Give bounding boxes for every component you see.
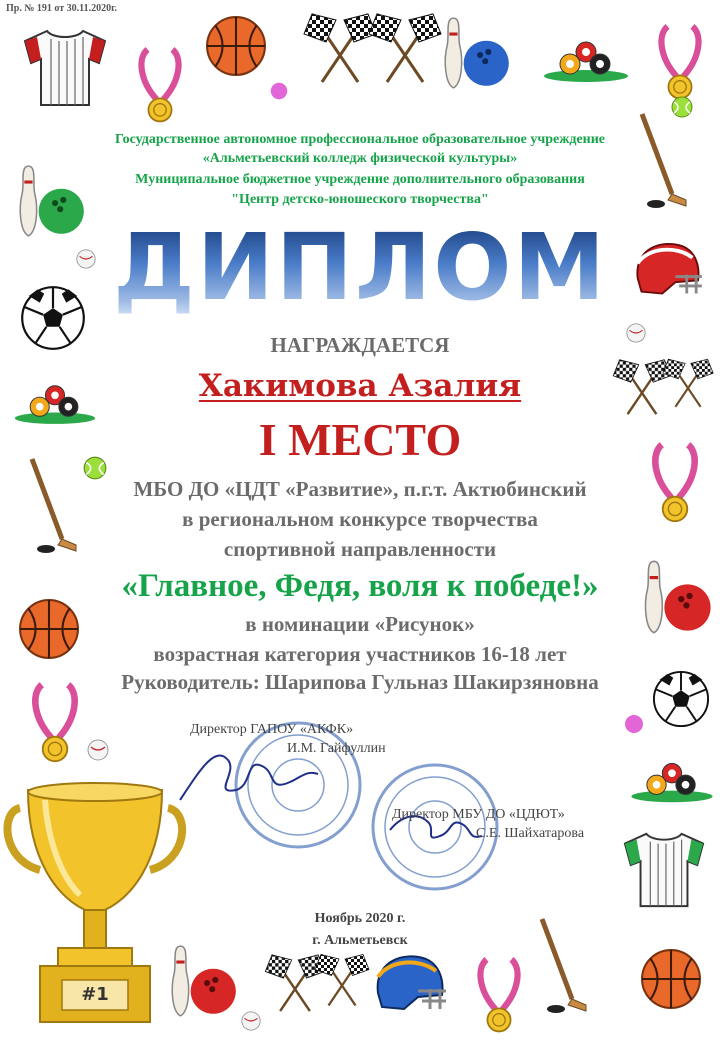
checkered-flags-icon bbox=[304, 14, 376, 82]
issue-city: г. Альметьевск bbox=[312, 933, 408, 948]
organization-line: «Альметьевский колледж физической культуры» bbox=[202, 151, 518, 166]
medal-icon bbox=[480, 959, 517, 1031]
checkered-flags-icon bbox=[315, 955, 369, 1006]
signature-name: И.М. Гайфуллин bbox=[287, 741, 386, 756]
bowling-icon bbox=[172, 946, 236, 1016]
signature-name: С.Е. Шайхатарова bbox=[476, 826, 585, 841]
basketball-icon bbox=[207, 17, 265, 75]
organization-line: Государственное автономное профессиональное образовательное учреждение bbox=[114, 132, 606, 147]
awarded-label: НАГРАЖДАЕТСЯ bbox=[270, 333, 450, 357]
bowling-icon bbox=[445, 18, 509, 88]
order-number: Пр. № 191 от 30.11.2020г. bbox=[6, 3, 118, 14]
baseball-jersey-icon bbox=[25, 31, 105, 105]
golf-ball-icon bbox=[242, 1012, 260, 1030]
contest-line: в региональном конкурсе творчества bbox=[182, 507, 538, 531]
checkered-flags-icon bbox=[265, 955, 324, 1011]
trophy-label: #1 bbox=[81, 984, 109, 1005]
organization-line: Муниципальное бюджетное учреждение дополнительного образования bbox=[135, 172, 585, 187]
recipient-name-text: Хакимова Азалия bbox=[198, 368, 522, 404]
signature-title: Директор ГАПОУ «АКФК» bbox=[190, 722, 354, 737]
supervisor: Руководитель: Шарипова Гульназ Шакирзяновна bbox=[121, 670, 599, 694]
billiard-balls-icon bbox=[544, 42, 628, 82]
issue-date: Ноябрь 2020 г. bbox=[314, 911, 406, 926]
medal-icon bbox=[661, 26, 698, 98]
contest-name: «Главное, Федя, воля к победе!» bbox=[121, 568, 599, 604]
basketball-icon bbox=[642, 950, 700, 1008]
football-helmet-icon bbox=[378, 956, 446, 1009]
medal-icon bbox=[141, 49, 178, 121]
golf-ball-icon bbox=[88, 740, 108, 760]
organization-line: "Центр детско-юношеского творчества" bbox=[231, 192, 489, 207]
signature-title: Директор МБУ ДО «ЦДЮТ» bbox=[392, 807, 565, 822]
age-category: возрастная категория участников 16-18 лет bbox=[153, 642, 567, 666]
institution-line: МБО ДО «ЦДТ «Развитие», п.г.т. Актюбинский bbox=[133, 477, 587, 501]
green-jersey-icon bbox=[625, 834, 703, 906]
ball-icon bbox=[625, 715, 643, 733]
billiard-balls-icon bbox=[631, 764, 712, 803]
recipient-name bbox=[0, 368, 720, 404]
tennis-ball-icon bbox=[672, 97, 692, 117]
medal-icon bbox=[35, 685, 74, 762]
ball-icon bbox=[271, 83, 288, 100]
place-label: I МЕСТО bbox=[258, 414, 462, 465]
nomination: в номинации «Рисунок» bbox=[245, 612, 475, 636]
checkered-flags-icon bbox=[369, 14, 441, 82]
diploma-title: ДИПЛОМ bbox=[0, 222, 720, 314]
contest-line: спортивной направленности bbox=[223, 537, 497, 561]
